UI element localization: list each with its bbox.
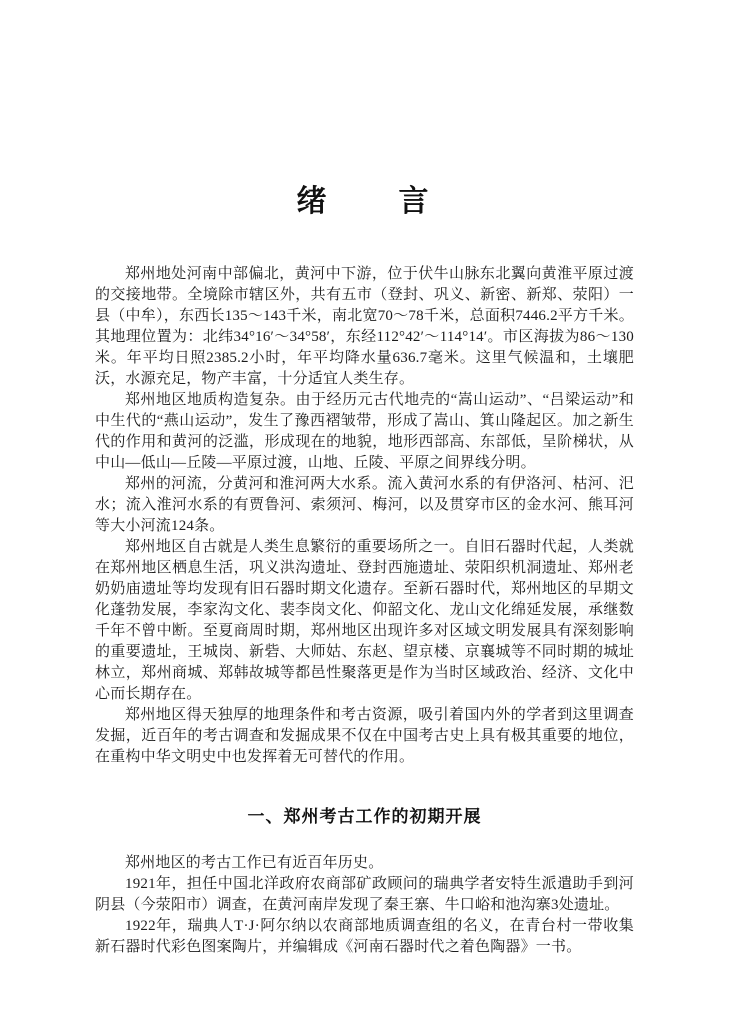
paragraph: 1922年，瑞典人T·J·阿尔纳以农商部地质调查组的名义，在青台村一带收集新石器时代彩色图案陶片，并编辑成《河南石器时代之着色陶器》一书。: [95, 918, 634, 955]
section-heading: 一、郑州考古工作的初期开展: [247, 807, 482, 826]
paragraph: 郑州地区得天独厚的地理条件和考古资源，吸引着国内外的学者到这里调查发掘，近百年的考古调查和发掘成果不仅在中国考古史上具有极其重要的地位，在重构中华文明史中也发挥着无可替代的作用。: [95, 707, 634, 765]
paragraph: 郑州地区地质构造复杂。由于经历元古代地壳的“嵩山运动”、“吕梁运动”和中生代的“燕山运动”，发生了豫西褶皱带，形成了嵩山、箕山隆起区。加之新生代的作用和黄河的泛滥，形成现在的地貌，地形西部高、东部低，呈阶梯状，从中山—低山—丘陵—平原过渡，山地、丘陵、平原之间界线分明。: [95, 392, 634, 471]
intro-section: [95, 264, 634, 768]
paragraph: 1921年，担任中国北洋政府农商部矿政顾问的瑞典学者安特生派遣助手到河阴县（今荥阳市）调查，在黄河南岸发现了秦王寨、牛口峪和池沟寨3处遗址。: [95, 876, 634, 913]
paragraph: 郑州地区的考古工作已有近百年历史。: [125, 855, 384, 871]
section-one-body: [95, 853, 634, 958]
paragraph: 郑州地处河南中部偏北，黄河中下游，位于伏牛山脉东北翼向黄淮平原过渡的交接地带。全境除市辖区外，共有五市（登封、巩义、新密、新郑、荥阳）一县（中牟），东西长135～143千米，南北宽70～78千米，总面积7446.2平方千米。其地理位置为：北纬34°16′～34°58′，东经112°42′～114°14′。市区海拔为86～130米。年平均日照2385.2小时，年平均降水量636.7毫米。这里气候温和，土壤肥沃，水源充足，物产丰富，十分适宜人类生存。: [95, 266, 634, 387]
paragraph: 郑州地区自古就是人类生息繁衍的重要场所之一。自旧石器时代起，人类就在郑州地区栖息生活，巩义洪沟遗址、登封西施遗址、荥阳织机洞遗址、郑州老奶奶庙遗址等均发现有旧石器时期文化遗存。至新石器时代，郑州地区的早期文化蓬勃发展，李家沟文化、裴李岗文化、仰韶文化、龙山文化绵延发展，承继数千年不曾中断。至夏商周时期，郑州地区出现许多对区域文明发展具有深刻影响的重要遗址，王城岗、新砦、大师姑、东赵、望京楼、京襄城等不同时期的城址林立，郑州商城、郑韩故城等都邑性聚落更是作为当时区域政治、经济、文化中心而长期存在。: [95, 539, 634, 702]
paragraph: 郑州的河流，分黄河和淮河两大水系。流入黄河水系的有伊洛河、枯河、汜水；流入淮河水系的有贾鲁河、索须河、梅河，以及贯穿市区的金水河、熊耳河等大小河流124条。: [95, 476, 634, 534]
chapter-title: 绪 言: [296, 185, 433, 218]
